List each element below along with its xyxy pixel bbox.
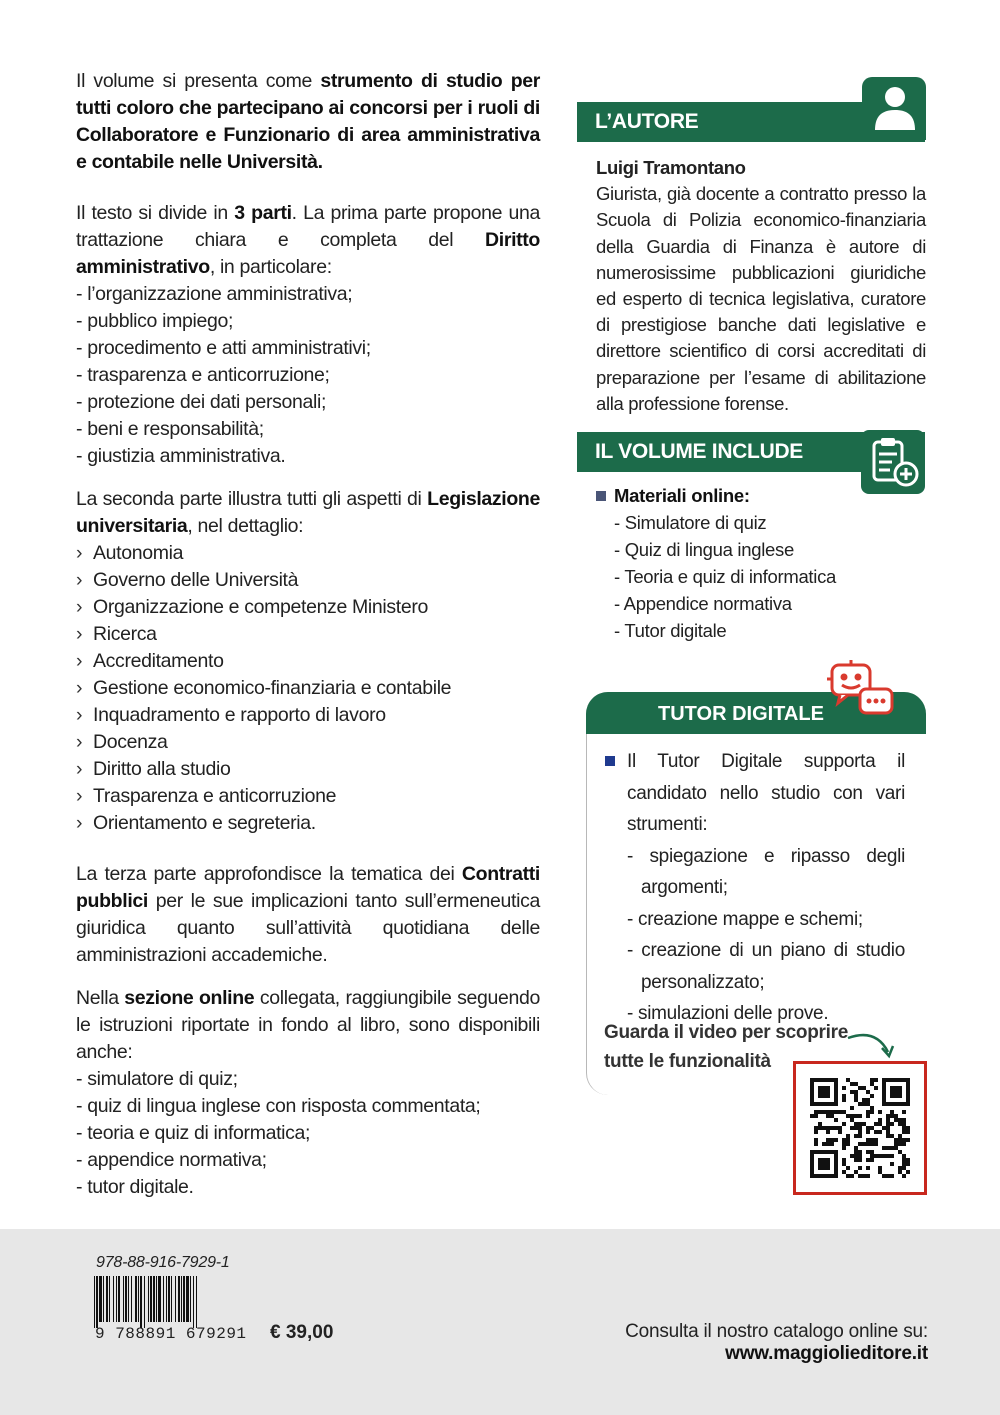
list-item: › Orientamento e segreteria. <box>76 810 540 837</box>
chevron-right-icon: › <box>76 650 83 672</box>
autore-header: L’AUTORE <box>577 102 925 142</box>
list-item: - quiz di lingua inglese con risposta commentata; <box>76 1095 481 1117</box>
barcode-icon <box>86 1276 246 1328</box>
chevron-right-icon: › <box>76 785 83 807</box>
list-item: › Autonomia <box>76 540 540 567</box>
author-name: Luigi Tramontano <box>596 157 746 178</box>
list-item: - appendice normativa; <box>76 1149 267 1171</box>
online-paragraph: Nella sezione online collegata, raggiungibile seguendo le istruzioni riportate in fondo al libro, sono disponibili anche: <box>76 987 540 1063</box>
include-item: - Tutor digitale <box>614 620 727 641</box>
author-bio-text: Giurista, già docente a contratto presso la Scuola di Polizia economico-finanziaria della Guardia di Finanza è autore di numerosissime pubblicazioni giuridiche ed esperto di tecnica legislativa, curatore di prestigiose banche dati legislative e direttore scientifico di corsi accreditati di preparazione per l’esame di abilitazione alla professione forense. <box>596 183 926 414</box>
chevron-right-icon: › <box>76 758 83 780</box>
qr-code-icon <box>796 1064 924 1192</box>
tutor-item: - simulazioni delle prove. <box>627 1003 829 1024</box>
volume-include-list <box>596 482 926 644</box>
list-item: › Inquadramento e rapporto di lavoro <box>76 702 540 729</box>
list-item: - procedimento e atti amministrativi; <box>76 337 371 359</box>
square-bullet-icon <box>596 491 606 501</box>
list-item: - pubblico impiego; <box>76 310 234 332</box>
tutor-text <box>605 746 905 1030</box>
parts-paragraph: Il testo si divide in 3 parti. La prima parte propone una trattazione chiara e completa del Diritto amministrativo, in particolare: <box>76 202 541 278</box>
chevron-right-icon: › <box>76 596 83 618</box>
part3-paragraph: La terza parte approfondisce la tematica dei Contratti pubblici per le sue implicazioni tanto sull’ermeneutica giuridica quanto sull’attività quotidiana delle amministrazioni accademiche. <box>76 863 540 966</box>
list-item: - protezione dei dati personali; <box>76 391 327 413</box>
list-item: › Gestione economico-finanziaria e contabile <box>76 675 540 702</box>
catalog-url[interactable]: www.maggiolieditore.it <box>725 1343 928 1364</box>
chevron-right-icon: › <box>76 569 83 591</box>
isbn: 978-88-916-7929-1 <box>96 1254 230 1271</box>
list-item: - beni e responsabilità; <box>76 418 264 440</box>
chevron-right-icon: › <box>76 704 83 726</box>
chevron-right-icon: › <box>76 812 83 834</box>
autore-bio <box>596 155 926 417</box>
tutor-item: - creazione di un piano di studio personalizzato; <box>627 940 905 993</box>
list-item: › Ricerca <box>76 621 540 648</box>
list-item: - giustizia amministrativa. <box>76 445 286 467</box>
include-item: - Quiz di lingua inglese <box>614 539 794 560</box>
part1-list <box>76 281 540 470</box>
tutor-item: - spiegazione e ripasso degli argomenti; <box>627 845 905 898</box>
part2-paragraph: La seconda parte illustra tutti gli aspetti di Legislazione universitaria, nel dettaglio: <box>76 488 540 537</box>
tutor-cta: Guarda il video per scoprire tutte le funzionalità <box>604 1022 848 1072</box>
include-item: - Teoria e quiz di informatica <box>614 566 837 587</box>
tutor-item: - creazione mappe e schemi; <box>627 908 863 930</box>
price: € 39,00 <box>270 1322 334 1343</box>
tutor-lead: Il Tutor Digitale supporta il candidato nello studio con vari strumenti: <box>605 746 905 841</box>
list-item: › Diritto alla studio <box>76 756 540 783</box>
list-item: - simulatore di quiz; <box>76 1068 238 1090</box>
intro-paragraph: Il volume si presenta come strumento di studio per tutti coloro che partecipano ai concorsi per i ruoli di Collaboratore e Funzionario di area amministrativa e contabile nelle Università. <box>76 70 540 173</box>
person-icon <box>872 84 918 132</box>
chevron-right-icon: › <box>76 623 83 645</box>
list-item: - tutor digitale. <box>76 1176 194 1198</box>
materials-item: Materiali online: <box>596 482 926 509</box>
robot-chat-icon <box>826 659 896 719</box>
include-item: - Simulatore di quiz <box>614 512 767 533</box>
list-item: › Docenza <box>76 729 540 756</box>
online-list <box>76 1066 540 1201</box>
include-item: - Appendice normativa <box>614 593 792 614</box>
description-column <box>76 68 540 1201</box>
chevron-right-icon: › <box>76 542 83 564</box>
list-item: - l’organizzazione amministrativa; <box>76 283 353 305</box>
chevron-right-icon: › <box>76 677 83 699</box>
catalog-note: Consulta il nostro catalogo online su: www.maggiolieditore.it <box>625 1321 928 1364</box>
barcode-digits: 9 788891 679291 <box>95 1325 247 1343</box>
curved-arrow-icon <box>846 1030 898 1062</box>
part2-list <box>76 540 540 837</box>
qr-code[interactable] <box>793 1061 927 1195</box>
chevron-right-icon: › <box>76 731 83 753</box>
list-item: - trasparenza e anticorruzione; <box>76 364 330 386</box>
tutor-header: TUTOR DIGITALE <box>586 692 926 734</box>
list-item: › Trasparenza e anticorruzione <box>76 783 540 810</box>
list-item: › Governo delle Università <box>76 567 540 594</box>
list-item: › Accreditamento <box>76 648 540 675</box>
square-bullet-icon <box>605 756 615 766</box>
list-item: › Organizzazione e competenze Ministero <box>76 594 540 621</box>
list-item: - teoria e quiz di informatica; <box>76 1122 311 1144</box>
intro-bold: strumento di studio per tutti coloro che partecipano ai concorsi per i ruoli di Collaboratore e Funzionario di area amministrativa e contabile nelle Università. <box>76 70 540 173</box>
volume-header: IL VOLUME INCLUDE <box>577 432 925 472</box>
